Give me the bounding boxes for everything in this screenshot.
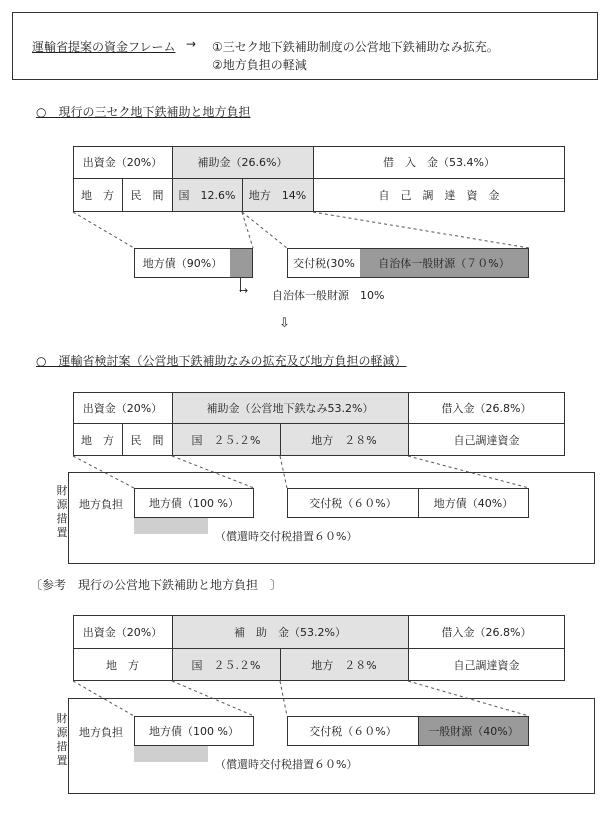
section2-side-label-2: 源 [56,498,68,511]
section2-side-label-1: 財 [56,484,68,497]
section3-national-cell: 国 ２５.２% [191,658,261,672]
section1-title: ○ 現行の三セク地下鉄補助と地方負担 [36,105,251,119]
section2-tax-label: 交付税（６０%） [309,497,397,510]
section1-loan-header: 借 入 金（53.4%） [383,156,495,169]
section1-note: 自治体一般財源 10% [272,289,385,302]
section3-general-fund-label: 一般財源（40%） [428,725,519,738]
section3-local-subsidy-cell: 地方 ２８% [311,658,377,672]
section1-local-subsidy-cell: 地方 14% [248,189,307,202]
section2-title: ○ 運輸省検討案（公営地下鉄補助なみの拡充及び地方負担の軽減） [36,354,407,368]
section2-note: （償還時交付税措置６０%） [215,530,358,543]
section2-side-label-4: 置 [56,526,68,539]
down-arrow-icon: ⇩ [279,316,290,331]
section2-loan-header: 借入金（26.8%） [441,401,532,415]
header-arrow: → [186,37,197,51]
section1-tax-label: 交付税(30% [293,257,355,270]
section2-subsidy-header: 補助金（公営地下鉄なみ53.2%） [206,401,374,415]
section1-private-cell: 民 間 [130,189,164,202]
header-title: 運輸省提案の資金フレーム [32,40,176,54]
section2-local-bond-label: 地方債（100 %） [149,497,239,510]
section2-side-label-3: 措 [56,512,68,525]
section3-local-cell: 地 方 [106,658,139,672]
section2-self-funding-cell: 自己調達資金 [453,433,520,447]
section2-capital-header: 出資金（20%） [82,401,163,415]
section1-capital-header: 出資金（20%） [82,156,163,169]
section3-tax-label: 交付税（６０%） [309,725,397,738]
section3-burden-label: 地方負担 [79,726,123,739]
section3-subsidy-header: 補 助 金（53.2%） [234,625,346,639]
header-item-2: ②地方負担の軽減 [212,58,307,72]
section3-side-label-4: 置 [56,754,68,767]
section1-local-cell: 地 方 [81,189,114,202]
section3-capital-header: 出資金（20%） [82,625,163,639]
section2-bond-40-label: 地方債（40%） [433,497,514,510]
section1-general-fund-label: 自治体一般財源（７０%） [378,257,510,270]
section2-private-cell: 民 間 [130,433,164,447]
section1-self-funding-cell: 自 己 調 達 資 金 [378,189,500,202]
section2-burden-label: 地方負担 [79,498,123,511]
section3-loan-header: 借入金（26.8%） [441,625,532,639]
section3-side-label-3: 措 [56,740,68,753]
section3-side-label-2: 源 [56,726,68,739]
section3-note: （償還時交付税措置６０%） [215,758,358,771]
reference-title: 〔参考 現行の公営地下鉄補助と地方負担 〕 [30,578,283,592]
section1-note-arrow: → [239,284,249,297]
header-item-1: ①三セク地下鉄補助制度の公営地下鉄補助なみ拡充。 [212,40,499,54]
section1-local-bond-label: 地方債（90%） [142,257,223,270]
section1-national-cell: 国 12.6% [178,189,236,202]
section2-national-cell: 国 ２５.２% [191,433,261,447]
section3-self-funding-cell: 自己調達資金 [453,658,520,672]
section3-side-label-1: 財 [56,712,68,725]
section1-subsidy-header: 補助金（26.6%） [197,156,288,169]
section3-local-bond-label: 地方債（100 %） [149,725,239,738]
section2-local-subsidy-cell: 地方 ２８% [311,433,377,447]
section2-local-cell: 地 方 [81,433,114,447]
